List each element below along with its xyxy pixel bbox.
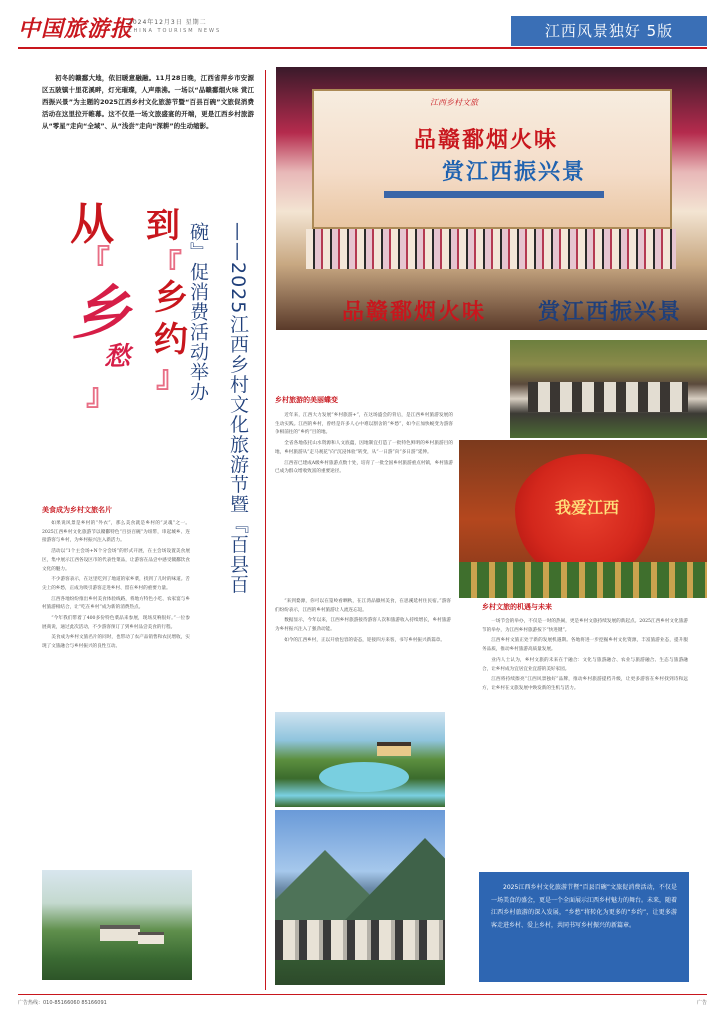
summary-callout: 2025江西乡村文化旅游节暨“百县百碗”文旅促消费活动，不仅是一场美食的盛会，更是一个全面展示江西乡村魅力的舞台。未来，随着江西乡村旅游的深入发展，“乡愁”将转化为更多的“乡约”，让更多游客走进乡村、爱上乡村，共同书写乡村振兴的新篇章。 — [479, 872, 689, 982]
vertical-subtitle: ——2025江西乡村文化旅游节暨『百县百碗』促消费活动举办 — [187, 222, 249, 595]
right-article-heading: 乡村文旅的机遇与未来 — [482, 602, 552, 611]
intro-paragraph: 初冬的赣鄱大地，依旧暖意融融。11月28日晚，江西省萍乡市安源区五陂镇十里花溪畔，灯光璀璨，人声鼎沸。一场以“品赣鄱烟火味 赏江西振兴景”为主题的2025江西乡村文化旅游节暨“百县百碗”文旅促消费活动在这里拉开帷幕。这不仅是一场文旅盛宴的开端，更是江西乡村旅游从“零星”走向“全域”、从“浅尝”走向“深耕”的生动缩影。 — [42, 74, 254, 130]
photo-pavilion — [377, 742, 411, 756]
headline-char-chou: 愁 — [104, 342, 131, 372]
headline-quote-close-1: 』 — [86, 378, 116, 413]
left-paragraph: 活动以“1个主会场+N个分会场”的形式开展，在主会场设置美食展区，集中展示江西各设区市的代表性菜品，让游客在品尝中感受赣鄱饮食文化的魅力。 — [42, 549, 190, 572]
lake-pavilion-photo — [275, 712, 445, 807]
screen-slogan-2: 赏江西振兴景 — [442, 159, 587, 185]
stage-front-slogan-1: 品赣鄱烟火味 — [342, 299, 487, 325]
masthead-rule — [18, 47, 707, 49]
photo-pond — [319, 762, 409, 792]
middle-paragraph: 如今的江西乡村，正以开放包容的姿态，迎接四方来客，书写乡村振兴新篇章。 — [284, 637, 445, 643]
headline-char-cong: 从 — [70, 199, 114, 250]
photo-house — [100, 925, 140, 941]
stage-photo — [276, 67, 707, 330]
right-paragraph: 业内人士认为，乡村文旅的未来在于融合：文化与旅游融合、农业与旅游融合、生态与旅游融合，让乡村成为宜居宜业宜游的美好家园。 — [482, 657, 688, 672]
middle-paragraph: 近年来，江西大力发展“乡村旅游+”，在这场盛会的背后，是江西乡村旅游发展的生动实践。江西的乡村，曾经是许多人心中难以割舍的“乡愁”，如今正加快蜕变为游客争相前往的“乡约”目的地。 — [275, 413, 453, 436]
screen-banner — [384, 191, 604, 198]
heart-display-photo — [459, 440, 707, 598]
ancient-village-photo — [510, 340, 707, 438]
masthead — [0, 0, 720, 50]
headline-quote-open-1: 『 — [80, 244, 110, 279]
right-article-body — [482, 618, 688, 858]
left-paragraph: 如果说风景是乡村的“外衣”，那么美食就是乡村的“灵魂”之一。2025江西乡村文化旅游节以赣鄱特色“百县百碗”为纽带，串起城乡、连接游客与乡村，为乡村振兴注入新活力。 — [42, 521, 190, 544]
ad-label: 广告 — [696, 1000, 707, 1006]
middle-paragraph: 数据显示，今年以来，江西乡村旅游接待游客人次和旅游收入持续增长，乡村旅游为乡村振兴注入了强劲动能。 — [275, 618, 451, 633]
headline-char-xiang-2: 乡 — [154, 278, 188, 318]
left-paragraph: 江西各地纷纷推出乡村美食体验线路，将地方特色小吃、农家宴与乡村旅游相结合，让“吃在乡村”成为新的消费热点。 — [42, 596, 190, 611]
headline-char-dao: 到 — [146, 206, 180, 246]
screen-slogan-1: 品赣鄱烟火味 — [414, 127, 559, 153]
middle-paragraph: 江西省已建成A级乡村旅游点数十处，培育了一批全国乡村旅游重点村镇，乡村旅游已成为群众增收致富的重要途径。 — [275, 460, 453, 475]
village-hills-photo — [42, 870, 192, 980]
stage-front-slogan-2: 赏江西振兴景 — [538, 299, 683, 325]
photo-town — [275, 920, 445, 960]
headline-quote-open-2: 『 — [152, 248, 182, 283]
middle-article-heading: 乡村旅游的美丽蝶变 — [275, 395, 338, 404]
middle-paragraph: “来到婺源，你可以在篁岭看晒秋，在江湾品徽州美食，在思溪延村住民宿。”游客们纷纷表示，江西的乡村旅游让人流连忘返。 — [275, 599, 451, 613]
issue-date: 2024年12月3日 星期二 — [128, 19, 207, 26]
page-footer — [18, 994, 707, 1008]
heart-text: 我爱江西 — [555, 498, 620, 517]
left-article-heading: 美食成为乡村文旅名片 — [42, 505, 112, 514]
headline-char-xiang-1: 乡 — [72, 279, 131, 347]
right-paragraph: 江西将持续擦亮“江西风景独好”品牌，推动乡村旅游提档升级，让更多游客在乡村找到诗和远方，让乡村在文旅发展中焕发新的生机与活力。 — [482, 677, 688, 691]
column-divider — [265, 70, 266, 990]
screen-logo: 江西乡村文旅 — [430, 98, 478, 107]
middle-paragraph: 全省各地依托山水资源和人文底蕴，因地制宜打造了一批特色鲜明的乡村旅游目的地，乡村旅游从“走马观花”向“沉浸体验”转变，从“一日游”向“多日游”延伸。 — [275, 441, 453, 455]
photo-house — [138, 932, 164, 944]
mountain-town-photo — [275, 810, 445, 985]
right-paragraph: 江西乡村文旅正处于新的发展机遇期。各地将进一步挖掘乡村文化资源，丰富旅游业态，提升服务品质，推动乡村旅游高质量发展。 — [482, 638, 688, 653]
ad-hotline: 广告热线：010-85166060 85166091 — [18, 1000, 107, 1006]
english-masthead: CHINA TOURISM NEWS — [128, 28, 222, 34]
left-paragraph: 不少游客表示，在这里吃到了地道的家乡菜，找到了儿时的味道。舌尖上的乡愁，正成为吸引游客走进乡村、留在乡村的重要力量。 — [42, 577, 190, 591]
photo-mountain — [345, 838, 445, 920]
newspaper-logo: 中国旅游报 — [18, 16, 134, 42]
right-paragraph: 一场节会的举办，不仅是一时的热闹，更是乡村文旅持续发展的新起点。2025江西乡村文化旅游节的举办，为江西乡村旅游按下“快进键”。 — [482, 619, 688, 633]
village-roofs — [528, 382, 688, 412]
stage-screen — [312, 89, 672, 229]
performers — [306, 229, 676, 269]
left-paragraph: 美食成为乡村文旅名片的同时，也带动了农产品销售和农民增收，实现了文旅融合与乡村振兴的良性互动。 — [42, 635, 190, 650]
headline-char-yue: 约 — [154, 320, 188, 360]
section-tag: 江西风景独好 5版 — [511, 16, 707, 46]
headline-quote-close-2: 』 — [156, 360, 186, 395]
left-paragraph: “今年我们带着了400多份特色菜品来参展，现场反响很好。”一位参展商说，通过此次活动，不少游客预订了到乡村品尝美食的行程。 — [42, 616, 190, 630]
